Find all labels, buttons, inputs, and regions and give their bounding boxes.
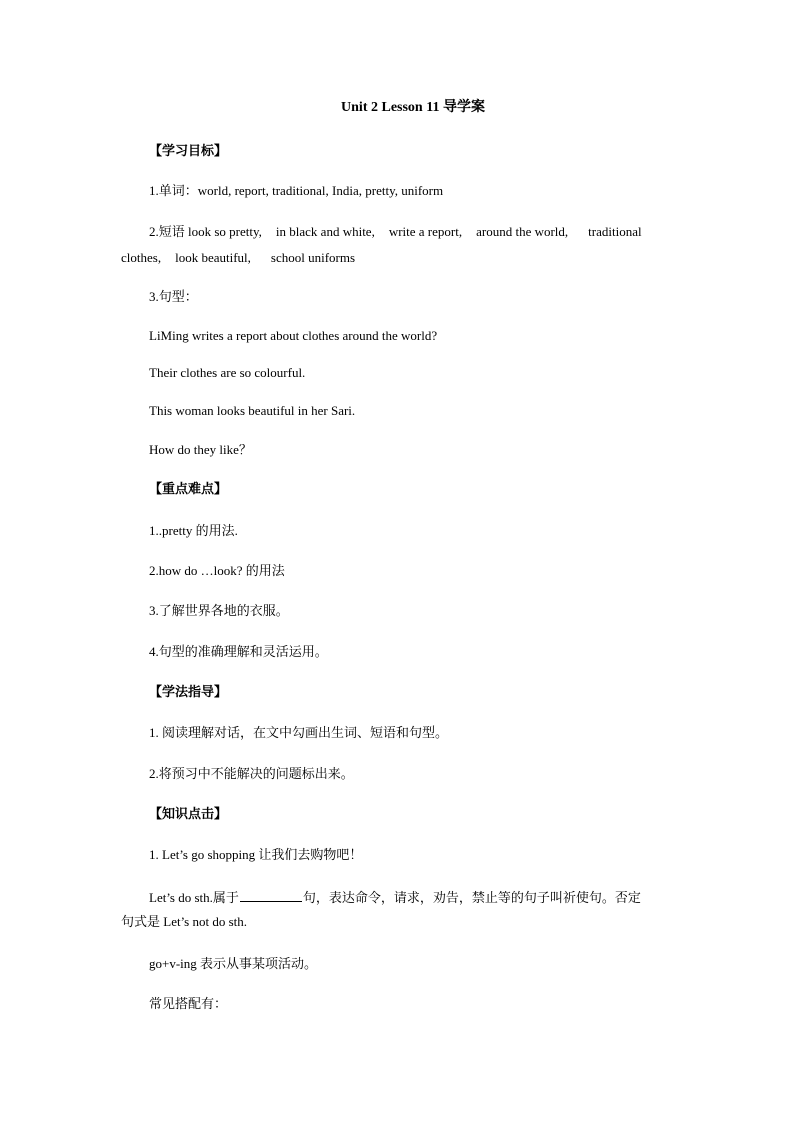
phrase-item: look beautiful, xyxy=(175,250,251,265)
key-point-item: 3.了解世界各地的衣服。 xyxy=(149,603,289,618)
words-line: 1.单词：world, report, traditional, India, pretty, uniform xyxy=(149,183,444,198)
sentence-item: Their clothes are so colourful. xyxy=(149,365,306,380)
method-item: 1. 阅读理解对话，在文中勾画出生词、短语和句型。 xyxy=(149,725,449,740)
method-item: 2.将预习中不能解决的问题标出来。 xyxy=(149,766,354,781)
sentence-item: LiMing writes a report about clothes around the world? xyxy=(149,328,438,343)
common-collocations-label: 常见搭配有： xyxy=(149,996,228,1011)
phrase-item: school uniforms xyxy=(270,250,356,265)
phrase-item: traditional xyxy=(588,224,642,239)
key-point-item: 4.句型的准确理解和灵活运用。 xyxy=(149,644,328,659)
section-heading-key-points: 【重点难点】 xyxy=(149,481,228,496)
knowledge-item: 1. Let’s go shopping 让我们去购物吧！ xyxy=(149,847,363,862)
lets-do-line xyxy=(149,887,641,907)
phrase-item: around the world, xyxy=(476,224,569,239)
lets-do-line-2: 句式是 Let’s not do sth. xyxy=(121,914,248,929)
key-point-item: 1..pretty 的用法. xyxy=(149,523,238,538)
sentence-item: This woman looks beautiful in her Sari. xyxy=(149,403,356,418)
sentence-item: How do they like？ xyxy=(149,442,252,457)
page-title: Unit 2 Lesson 11 导学案 xyxy=(341,100,485,115)
lets-do-before: Let’s do sth.属于 xyxy=(149,890,239,905)
fill-blank[interactable] xyxy=(240,887,302,902)
section-heading-objectives: 【学习目标】 xyxy=(149,143,228,158)
phrases-prefix: 2.短语 look so pretty, xyxy=(149,224,262,239)
phrase-item: write a report, xyxy=(388,224,463,239)
go-ving-line: go+v-ing 表示从事某项活动。 xyxy=(149,956,318,971)
phrase-item: clothes, xyxy=(121,250,162,265)
phrases-line-2 xyxy=(121,249,355,267)
section-heading-method: 【学法指导】 xyxy=(149,684,228,699)
phrases-line xyxy=(149,223,642,241)
phrase-item: in black and white, xyxy=(275,224,375,239)
lets-do-after: 句，表达命令，请求，劝告，禁止等的句子叫祈使句。否定 xyxy=(302,890,641,905)
section-heading-knowledge: 【知识点击】 xyxy=(149,806,228,821)
sentences-label: 3.句型： xyxy=(149,289,198,304)
key-point-item: 2.how do …look? 的用法 xyxy=(149,563,285,578)
